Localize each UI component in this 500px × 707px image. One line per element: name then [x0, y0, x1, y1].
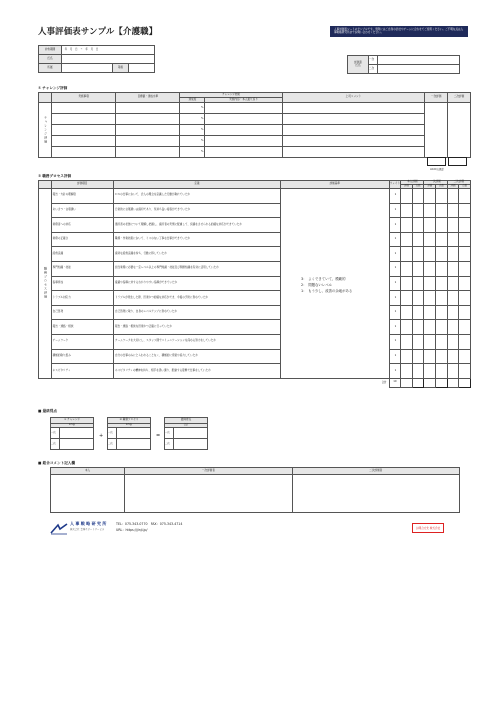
process-weight: 1 — [389, 349, 401, 364]
process-item: 積極的取り組み — [51, 349, 113, 364]
process-side-label: 職務プロセス評価 — [39, 189, 52, 379]
evaluator-first-field[interactable] — [378, 56, 460, 65]
self-score-cell[interactable] — [401, 203, 413, 218]
self-points-cell[interactable] — [412, 305, 424, 320]
second-points-cell[interactable] — [459, 291, 471, 306]
challenge-detail-3[interactable] — [205, 125, 282, 136]
challenge-first-total-box[interactable] — [427, 157, 446, 166]
company-sub: 株式会社 業務サポートサービス — [70, 528, 105, 531]
self-points-cell[interactable] — [412, 247, 424, 262]
comments-first-header: 一次評価者 — [125, 468, 292, 475]
period-label: 対象期間 — [39, 46, 62, 55]
second-score-cell[interactable] — [447, 203, 459, 218]
process-weight: 1 — [389, 247, 401, 262]
process-row — [39, 247, 471, 262]
self-score-cell[interactable] — [401, 334, 413, 349]
first-score-cell[interactable] — [424, 232, 436, 247]
final-process-box — [107, 417, 151, 450]
final-challenge-first-field[interactable] — [60, 428, 94, 439]
process-row — [39, 232, 471, 247]
challenge-theme-1[interactable] — [52, 103, 116, 114]
self-score-cell[interactable] — [401, 218, 413, 233]
challenge-note: ※100点換算 — [430, 168, 444, 171]
evaluator-second-field[interactable] — [378, 65, 460, 74]
first-points-cell[interactable] — [436, 247, 448, 262]
second-points-cell[interactable] — [459, 305, 471, 320]
first-score-cell[interactable] — [424, 203, 436, 218]
process-criteria-text — [301, 276, 401, 294]
process-weight: 1 — [389, 203, 401, 218]
self-score-cell[interactable] — [401, 276, 413, 291]
challenge-first-score[interactable] — [425, 103, 448, 158]
second-points-cell[interactable] — [459, 218, 471, 233]
final-total-first-label: 一次 — [165, 428, 174, 439]
notice-banner: 人事評価表シートのサンプルです。実際にはご自身の会社やチームに合わせてご使用ください。ご不明な点は人事戦略研究所までお問い合わせください。 — [330, 26, 468, 37]
process-item: 経費意識 — [51, 247, 113, 262]
company-name: 人 事 戦 略 研 究 所 — [70, 521, 107, 526]
process-weight: 1 — [389, 232, 401, 247]
self-points-cell[interactable] — [412, 189, 424, 204]
second-score-cell[interactable] — [447, 276, 459, 291]
company-tel: TEL：075-343-0770 FAX：075-343-4714 — [116, 522, 183, 526]
second-points-cell[interactable] — [459, 364, 471, 379]
process-definition: ＤＸの仕事において、会人の理念を意識した行動が取れていたか — [113, 189, 280, 204]
comments-section-title: ■ 総合コメント記入欄 — [38, 461, 75, 465]
self-points-cell[interactable] — [412, 276, 424, 291]
comments-self-field[interactable] — [51, 475, 125, 513]
second-points-cell[interactable] — [459, 276, 471, 291]
final-challenge-second-label: 二次 — [51, 439, 60, 450]
first-total[interactable] — [424, 378, 436, 387]
final-process-second-field[interactable] — [117, 439, 151, 450]
process-row — [39, 349, 471, 364]
self-points-total[interactable] — [412, 378, 424, 387]
self-score-cell[interactable] — [401, 291, 413, 306]
final-process-first-field[interactable] — [117, 428, 151, 439]
process-weight: 1 — [389, 261, 401, 276]
second-points-cell[interactable] — [459, 334, 471, 349]
challenge-header-detail: 実施内容・本人振り返り — [205, 98, 282, 103]
self-points-cell[interactable] — [412, 334, 424, 349]
process-definition: トラブルが発生した際、迅速かつ的確な対応ができ、今後の予防に努めていたか — [113, 291, 280, 306]
challenge-pct-4[interactable]: % — [180, 136, 205, 147]
process-definition: 日常的に言葉遣いは適切であり、気持ち良い接客ができていたか — [113, 203, 280, 218]
challenge-target-1[interactable] — [116, 103, 180, 114]
second-score-cell[interactable] — [447, 261, 459, 276]
process-row — [39, 276, 471, 291]
first-score-cell[interactable] — [424, 364, 436, 379]
challenge-second-total-box[interactable] — [448, 157, 467, 166]
final-process-second-label: 二次 — [108, 439, 117, 450]
first-points-cell[interactable] — [436, 364, 448, 379]
process-item: 自己啓発 — [51, 305, 113, 320]
contact-stamp: お問合せ先 株式会社 — [412, 523, 444, 533]
evaluator-label: 評価者 — [354, 60, 362, 64]
final-total-second-field[interactable] — [174, 439, 208, 450]
second-points-total[interactable] — [459, 378, 471, 387]
self-score-header: 評価 — [401, 185, 413, 189]
challenge-pct-5[interactable]: % — [180, 147, 205, 158]
process-weight: 1 — [389, 189, 401, 204]
grade-label: 等級 — [113, 64, 129, 73]
self-points-cell[interactable] — [412, 203, 424, 218]
second-score-cell[interactable] — [447, 291, 459, 306]
process-row — [39, 320, 471, 335]
info-table — [38, 45, 155, 73]
challenge-header-result: チャレンジ結果 — [180, 93, 282, 98]
second-score-cell[interactable] — [447, 305, 459, 320]
process-header-self: 本人評価 — [401, 181, 424, 185]
second-points-cell[interactable] — [459, 203, 471, 218]
challenge-header-first: 一次評価 — [425, 93, 448, 103]
first-score-cell[interactable] — [424, 247, 436, 262]
self-points-cell[interactable] — [412, 349, 424, 364]
process-definition: ホスピタリティの精神を持ち、相手を思い遣り、配慮する姿勢で仕事をしていたか — [113, 364, 280, 379]
process-definition: 報告・連絡・相談を迅速かつ正確に行っていたか — [113, 320, 280, 335]
first-points-cell[interactable] — [436, 334, 448, 349]
process-definition: 通所者の状態について理解し把握し、適所者の実情に配慮して、設備をさせられる的確な対応ができていたか — [113, 218, 280, 233]
second-total[interactable] — [447, 378, 459, 387]
first-score-cell[interactable] — [424, 334, 436, 349]
equals-sign: = — [156, 433, 161, 439]
first-score-cell[interactable] — [424, 189, 436, 204]
first-score-cell[interactable] — [424, 218, 436, 233]
self-score-cell[interactable] — [401, 189, 413, 204]
process-row — [39, 189, 471, 204]
process-definition: 後輩や指導に対するわかりやすい指導ができていたか — [113, 276, 280, 291]
self-score-cell[interactable] — [401, 247, 413, 262]
process-item: 業務者への対応 — [51, 218, 113, 233]
self-points-cell[interactable] — [412, 320, 424, 335]
process-item: 報告・方針の理解度 — [51, 189, 113, 204]
challenge-detail-2[interactable] — [205, 114, 282, 125]
first-score-cell[interactable] — [424, 276, 436, 291]
process-weight: 1 — [389, 291, 401, 306]
challenge-target-5[interactable] — [116, 147, 180, 158]
process-total-label: 合計 — [381, 380, 387, 384]
challenge-theme-4[interactable] — [52, 136, 116, 147]
process-header-first: 一次評価 — [424, 181, 447, 185]
challenge-target-3[interactable] — [116, 125, 180, 136]
process-item: ホスピタリティ — [51, 364, 113, 379]
process-item: 業務の正確さ — [51, 232, 113, 247]
challenge-theme-2[interactable] — [52, 114, 116, 125]
final-challenge-first-label: 一次 — [51, 428, 60, 439]
criteria-line-2: 2： 問題ないレベル — [301, 283, 332, 287]
challenge-detail-5[interactable] — [205, 147, 282, 158]
process-header-definition: 定義 — [113, 181, 280, 189]
first-points-cell[interactable] — [436, 276, 448, 291]
self-score-cell[interactable] — [401, 320, 413, 335]
second-score-cell[interactable] — [447, 189, 459, 204]
challenge-comment-3[interactable] — [282, 125, 425, 136]
second-points-cell[interactable] — [459, 189, 471, 204]
challenge-pct-2[interactable]: % — [180, 114, 205, 125]
challenge-comment-2[interactable] — [282, 114, 425, 125]
challenge-comment-1[interactable] — [282, 103, 425, 114]
challenge-header-theme: 実施事項 — [52, 93, 116, 103]
second-points-cell[interactable] — [459, 261, 471, 276]
process-header-item: 評価項目 — [51, 181, 113, 189]
process-definition: 自己啓発に取り、自身のレベルアップに努めていたか — [113, 305, 280, 320]
page-title: 人事評価表サンプル【介護職】 — [38, 26, 158, 36]
first-points-cell[interactable] — [436, 203, 448, 218]
process-row — [39, 364, 471, 379]
first-score-cell[interactable] — [424, 305, 436, 320]
first-points-total[interactable] — [436, 378, 448, 387]
final-total-sub: 合計 — [165, 424, 208, 428]
second-score-cell[interactable] — [447, 232, 459, 247]
challenge-detail-1[interactable] — [205, 103, 282, 114]
first-points-cell[interactable] — [436, 291, 448, 306]
comments-first-field[interactable] — [125, 475, 292, 513]
second-score-cell[interactable] — [447, 247, 459, 262]
challenge-header-comment: 上司コメント — [282, 93, 425, 103]
final-total-label: 最終得点 — [165, 418, 208, 424]
process-header-weight: ウェイト — [389, 181, 401, 189]
challenge-theme-5[interactable] — [52, 147, 116, 158]
final-total-second-label: 二次 — [165, 439, 174, 450]
final-challenge-label: ① チャレンジ — [51, 418, 94, 424]
second-score-cell[interactable] — [447, 349, 459, 364]
second-points-header: 点数 — [459, 185, 471, 189]
challenge-side-label: チャレンジ評価 — [39, 103, 52, 158]
second-score-header: 評価 — [447, 185, 459, 189]
plus-sign: + — [99, 433, 104, 439]
process-section-title: ② 職務プロセス評価 — [38, 174, 72, 178]
challenge-header-target: 目標値・達成水準 — [116, 93, 180, 103]
grade-field[interactable] — [129, 64, 155, 73]
second-points-cell[interactable] — [459, 247, 471, 262]
period-field[interactable]: 年 月 日 〜 年 月 日 — [62, 46, 155, 55]
process-total-weight: 10 — [389, 378, 401, 387]
final-process-label: ② 職務プロセス — [108, 418, 151, 424]
self-score-cell[interactable] — [401, 232, 413, 247]
first-points-cell[interactable] — [436, 218, 448, 233]
evaluator-table — [347, 55, 460, 74]
process-definition: 職務・作業技術において、ミスのない丁寧な仕事ができていたか — [113, 232, 280, 247]
process-header-criteria: 評価基準 — [280, 181, 389, 189]
self-score-cell[interactable] — [401, 364, 413, 379]
challenge-second-score[interactable] — [448, 103, 471, 158]
comments-second-field[interactable] — [292, 475, 459, 513]
second-score-cell[interactable] — [447, 334, 459, 349]
process-item: 報告・連絡・相談 — [51, 320, 113, 335]
process-table — [38, 180, 471, 388]
process-row — [39, 261, 471, 276]
final-process-sub: 0.5倍 — [108, 424, 151, 428]
final-challenge-box — [50, 417, 94, 450]
first-points-cell[interactable] — [436, 232, 448, 247]
process-row — [39, 218, 471, 233]
first-score-cell[interactable] — [424, 320, 436, 335]
second-score-cell[interactable] — [447, 364, 459, 379]
final-process-first-label: 一次 — [108, 428, 117, 439]
first-score-cell[interactable] — [424, 261, 436, 276]
challenge-comment-4[interactable] — [282, 136, 425, 147]
second-points-cell[interactable] — [459, 232, 471, 247]
name-field[interactable] — [62, 55, 155, 64]
self-total[interactable] — [401, 378, 413, 387]
self-points-cell[interactable] — [412, 218, 424, 233]
first-points-cell[interactable] — [436, 320, 448, 335]
process-weight: 1 — [389, 320, 401, 335]
self-points-header: 点数 — [412, 185, 424, 189]
self-score-cell[interactable] — [401, 349, 413, 364]
second-score-cell[interactable] — [447, 218, 459, 233]
first-points-cell[interactable] — [436, 305, 448, 320]
self-points-cell[interactable] — [412, 232, 424, 247]
challenge-target-4[interactable] — [116, 136, 180, 147]
process-row — [39, 203, 471, 218]
first-score-cell[interactable] — [424, 291, 436, 306]
process-definition: チームワークを大切にし、スタッフ間でコミュニケーションを深める努力をしていたか — [113, 334, 280, 349]
first-points-cell[interactable] — [436, 189, 448, 204]
criteria-line-3: 3： よくできていて、模範的 — [301, 277, 346, 281]
self-points-cell[interactable] — [412, 291, 424, 306]
final-total-first-field[interactable] — [174, 428, 208, 439]
criteria-line-1: 1： もう少し、改善の余地がある — [301, 289, 353, 293]
process-item: トラブル対応力 — [51, 291, 113, 306]
process-row — [39, 291, 471, 306]
evaluator-first-label: 一次 — [369, 56, 378, 65]
first-points-cell[interactable] — [436, 261, 448, 276]
company-logo-icon — [50, 520, 68, 539]
challenge-header-second: 二次評価 — [448, 93, 471, 103]
process-definition: 担当業務に必要な一定レベル以上の専門知識・技能及び関連知識を有効に活用していたか — [113, 261, 280, 276]
challenge-header-achieve: 達成度 — [180, 98, 205, 103]
process-item: チームワーク — [51, 334, 113, 349]
final-total-box — [164, 417, 208, 450]
second-points-cell[interactable] — [459, 320, 471, 335]
process-row — [39, 305, 471, 320]
final-challenge-sub: 0.5倍 — [51, 424, 94, 428]
evaluator-second-label: 二次 — [369, 65, 378, 74]
self-score-cell[interactable] — [401, 261, 413, 276]
process-item: 専門知識・技能 — [51, 261, 113, 276]
challenge-pct-3[interactable]: % — [180, 125, 205, 136]
challenge-section-title: ① チャレンジ評価 — [38, 86, 68, 90]
process-weight: 1 — [389, 305, 401, 320]
challenge-target-2[interactable] — [116, 114, 180, 125]
self-points-cell[interactable] — [412, 364, 424, 379]
dept-field[interactable] — [62, 64, 113, 73]
process-row — [39, 334, 471, 349]
evaluator-name-label: 氏名 — [355, 63, 361, 67]
comments-self-header: 本人 — [51, 468, 125, 475]
challenge-table — [38, 92, 471, 158]
second-points-cell[interactable] — [459, 349, 471, 364]
process-definition: 適切な経費意識を持ち、行動に移していたか — [113, 247, 280, 262]
challenge-comment-5[interactable] — [282, 147, 425, 158]
process-weight: 1 — [389, 364, 401, 379]
process-definition: 自分の仕事のみにとらわれることなく、積極的に発案や協力していたか — [113, 349, 280, 364]
company-url[interactable]: URL：https://jinji.jp/ — [116, 528, 148, 532]
comments-table — [50, 467, 460, 513]
process-item: あいさつ・言葉遣い — [51, 203, 113, 218]
final-challenge-second-field[interactable] — [60, 439, 94, 450]
challenge-theme-3[interactable] — [52, 125, 116, 136]
process-weight: 1 — [389, 276, 401, 291]
name-label: 氏名 — [39, 55, 62, 64]
dept-label: 所属 — [39, 64, 62, 73]
self-score-cell[interactable] — [401, 305, 413, 320]
second-score-cell[interactable] — [447, 320, 459, 335]
challenge-pct-1[interactable]: % — [180, 103, 205, 114]
comments-second-header: 二次評価者 — [292, 468, 459, 475]
final-section-title: ■ 最終得点 — [38, 409, 58, 413]
process-header-second: 二次評価 — [447, 181, 470, 185]
process-item: 指導育成 — [51, 276, 113, 291]
first-score-header: 評価 — [424, 185, 436, 189]
first-points-header: 点数 — [436, 185, 448, 189]
challenge-detail-4[interactable] — [205, 136, 282, 147]
process-weight: 1 — [389, 334, 401, 349]
first-score-cell[interactable] — [424, 349, 436, 364]
process-weight: 1 — [389, 218, 401, 233]
self-points-cell[interactable] — [412, 261, 424, 276]
first-points-cell[interactable] — [436, 349, 448, 364]
